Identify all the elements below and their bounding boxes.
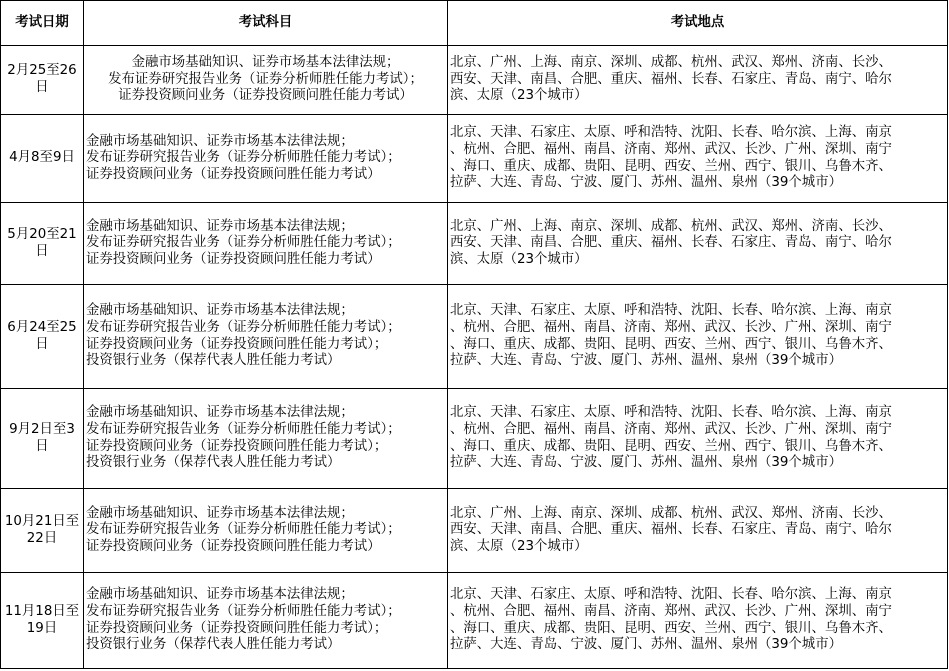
location-line: 拉萨、大连、青岛、宁波、厦门、苏州、温州、泉州（39个城市） bbox=[450, 455, 842, 471]
subject-line: 发布证券研究报告业务（证券分析师胜任能力考试）； bbox=[86, 150, 401, 166]
location-line: 、杭州、合肥、福州、南昌、济南、郑州、武汉、长沙、广州、深圳、南宁 bbox=[450, 319, 892, 335]
subject-line: 发布证券研究报告业务（证券分析师胜任能力考试）； bbox=[86, 522, 401, 538]
exam-date-cell: 9月2日至3日 bbox=[1, 389, 84, 489]
table-row bbox=[1, 389, 948, 489]
subject-line: 金融市场基础知识、证券市场基本法律法规； bbox=[86, 218, 354, 234]
exam-location-cell bbox=[448, 46, 948, 115]
location-line: 北京、广州、上海、南京、深圳、成都、杭州、武汉、郑州、济南、长沙、 bbox=[450, 505, 892, 521]
table-row bbox=[1, 46, 948, 115]
location-line: 、海口、重庆、成都、贵阳、昆明、西安、兰州、西宁、银川、乌鲁木齐、 bbox=[450, 336, 892, 352]
location-line: 北京、天津、石家庄、太原、呼和浩特、沈阳、长春、哈尔滨、上海、南京 bbox=[450, 125, 892, 141]
subject-line: 证券投资顾问业务（证券投资顾问胜任能力考试）； bbox=[86, 620, 388, 636]
exam-subject-cell bbox=[84, 115, 448, 203]
exam-date-cell: 11月18日至19日 bbox=[1, 573, 84, 669]
location-line: 、杭州、合肥、福州、南昌、济南、郑州、武汉、长沙、广州、深圳、南宁 bbox=[450, 141, 892, 157]
exam-location-cell bbox=[448, 203, 948, 285]
location-line: 北京、广州、上海、南京、深圳、成都、杭州、武汉、郑州、济南、长沙、 bbox=[450, 55, 892, 71]
exam-location-cell bbox=[448, 573, 948, 669]
subject-line: 金融市场基础知识、证券市场基本法律法规； bbox=[131, 55, 400, 71]
location-line: 北京、天津、石家庄、太原、呼和浩特、沈阳、长春、哈尔滨、上海、南京 bbox=[450, 303, 892, 319]
exam-subject-cell bbox=[84, 573, 448, 669]
location-line: 、杭州、合肥、福州、南昌、济南、郑州、武汉、长沙、广州、深圳、南宁 bbox=[450, 421, 892, 437]
subject-line: 金融市场基础知识、证券市场基本法律法规； bbox=[86, 505, 354, 521]
exam-date-cell: 2月25至26日 bbox=[1, 46, 84, 115]
exam-subject-cell bbox=[84, 203, 448, 285]
exam-date-cell: 5月20至21日 bbox=[1, 203, 84, 285]
subject-line: 证券投资顾问业务（证券投资顾问胜任能力考试）； bbox=[86, 336, 388, 352]
subject-line: 发布证券研究报告业务（证券分析师胜任能力考试）； bbox=[86, 421, 401, 437]
location-line: 北京、广州、上海、南京、深圳、成都、杭州、武汉、郑州、济南、长沙、 bbox=[450, 218, 892, 234]
subject-line: 金融市场基础知识、证券市场基本法律法规； bbox=[86, 133, 354, 149]
header-exam-date: 考试日期 bbox=[1, 1, 84, 46]
subject-line: 金融市场基础知识、证券市场基本法律法规； bbox=[86, 303, 354, 319]
header-row bbox=[1, 1, 948, 46]
subject-line: 发布证券研究报告业务（证券分析师胜任能力考试）； bbox=[86, 319, 401, 335]
subject-line: 发布证券研究报告业务（证券分析师胜任能力考试）； bbox=[86, 603, 401, 619]
exam-date-cell: 6月24至25日 bbox=[1, 285, 84, 389]
location-line: 西安、天津、南昌、合肥、重庆、福州、长春、石家庄、青岛、南宁、哈尔 bbox=[450, 235, 892, 251]
exam-location-cell bbox=[448, 489, 948, 573]
table-row bbox=[1, 203, 948, 285]
location-line: 、海口、重庆、成都、贵阳、昆明、西安、兰州、西宁、银川、乌鲁木齐、 bbox=[450, 438, 892, 454]
location-line: 西安、天津、南昌、合肥、重庆、福州、长春、石家庄、青岛、南宁、哈尔 bbox=[450, 71, 892, 87]
subject-line: 发布证券研究报告业务（证券分析师胜任能力考试）； bbox=[108, 71, 423, 87]
exam-location-cell bbox=[448, 389, 948, 489]
subject-line: 投资银行业务（保荐代表人胜任能力考试） bbox=[86, 353, 341, 369]
header-exam-subject: 考试科目 bbox=[84, 1, 448, 46]
exam-subject-cell bbox=[84, 285, 448, 389]
subject-line: 金融市场基础知识、证券市场基本法律法规； bbox=[86, 405, 354, 421]
exam-date-cell: 10月21日至22日 bbox=[1, 489, 84, 573]
subject-line: 发布证券研究报告业务（证券分析师胜任能力考试）； bbox=[86, 235, 401, 251]
exam-date-cell: 4月8至9日 bbox=[1, 115, 84, 203]
table-row bbox=[1, 573, 948, 669]
exam-location-cell bbox=[448, 285, 948, 389]
location-line: 、杭州、合肥、福州、南昌、济南、郑州、武汉、长沙、广州、深圳、南宁 bbox=[450, 603, 892, 619]
table-row bbox=[1, 115, 948, 203]
subject-line: 证券投资顾问业务（证券投资顾问胜任能力考试） bbox=[86, 166, 381, 182]
subject-line: 金融市场基础知识、证券市场基本法律法规； bbox=[86, 587, 354, 603]
header-exam-location: 考试地点 bbox=[448, 1, 948, 46]
location-line: 拉萨、大连、青岛、宁波、厦门、苏州、温州、泉州（39个城市） bbox=[450, 353, 842, 369]
subject-line: 证券投资顾问业务（证券投资顾问胜任能力考试） bbox=[86, 538, 381, 554]
location-line: 西安、天津、南昌、合肥、重庆、福州、长春、石家庄、青岛、南宁、哈尔 bbox=[450, 522, 892, 538]
location-line: 、海口、重庆、成都、贵阳、昆明、西安、兰州、西宁、银川、乌鲁木齐、 bbox=[450, 158, 892, 174]
exam-subject-cell bbox=[84, 489, 448, 573]
subject-line: 证券投资顾问业务（证券投资顾问胜任能力考试） bbox=[86, 251, 381, 267]
location-line: 滨、太原（23个城市） bbox=[450, 538, 588, 554]
table-row bbox=[1, 489, 948, 573]
subject-line: 证券投资顾问业务（证券投资顾问胜任能力考试）； bbox=[86, 438, 388, 454]
location-line: 、海口、重庆、成都、贵阳、昆明、西安、兰州、西宁、银川、乌鲁木齐、 bbox=[450, 620, 892, 636]
location-line: 北京、天津、石家庄、太原、呼和浩特、沈阳、长春、哈尔滨、上海、南京 bbox=[450, 405, 892, 421]
location-line: 北京、天津、石家庄、太原、呼和浩特、沈阳、长春、哈尔滨、上海、南京 bbox=[450, 587, 892, 603]
subject-line: 证券投资顾问业务（证券投资顾问胜任能力考试） bbox=[118, 88, 413, 104]
location-line: 滨、太原（23个城市） bbox=[450, 251, 588, 267]
subject-line: 投资银行业务（保荐代表人胜任能力考试） bbox=[86, 637, 341, 653]
location-line: 滨、太原（23个城市） bbox=[450, 88, 588, 104]
subject-line: 投资银行业务（保荐代表人胜任能力考试） bbox=[86, 455, 341, 471]
location-line: 拉萨、大连、青岛、宁波、厦门、苏州、温州、泉州（39个城市） bbox=[450, 637, 842, 653]
table-row bbox=[1, 285, 948, 389]
location-line: 拉萨、大连、青岛、宁波、厦门、苏州、温州、泉州（39个城市） bbox=[450, 175, 842, 191]
exam-subject-cell bbox=[84, 46, 448, 115]
exam-subject-cell bbox=[84, 389, 448, 489]
exam-location-cell bbox=[448, 115, 948, 203]
